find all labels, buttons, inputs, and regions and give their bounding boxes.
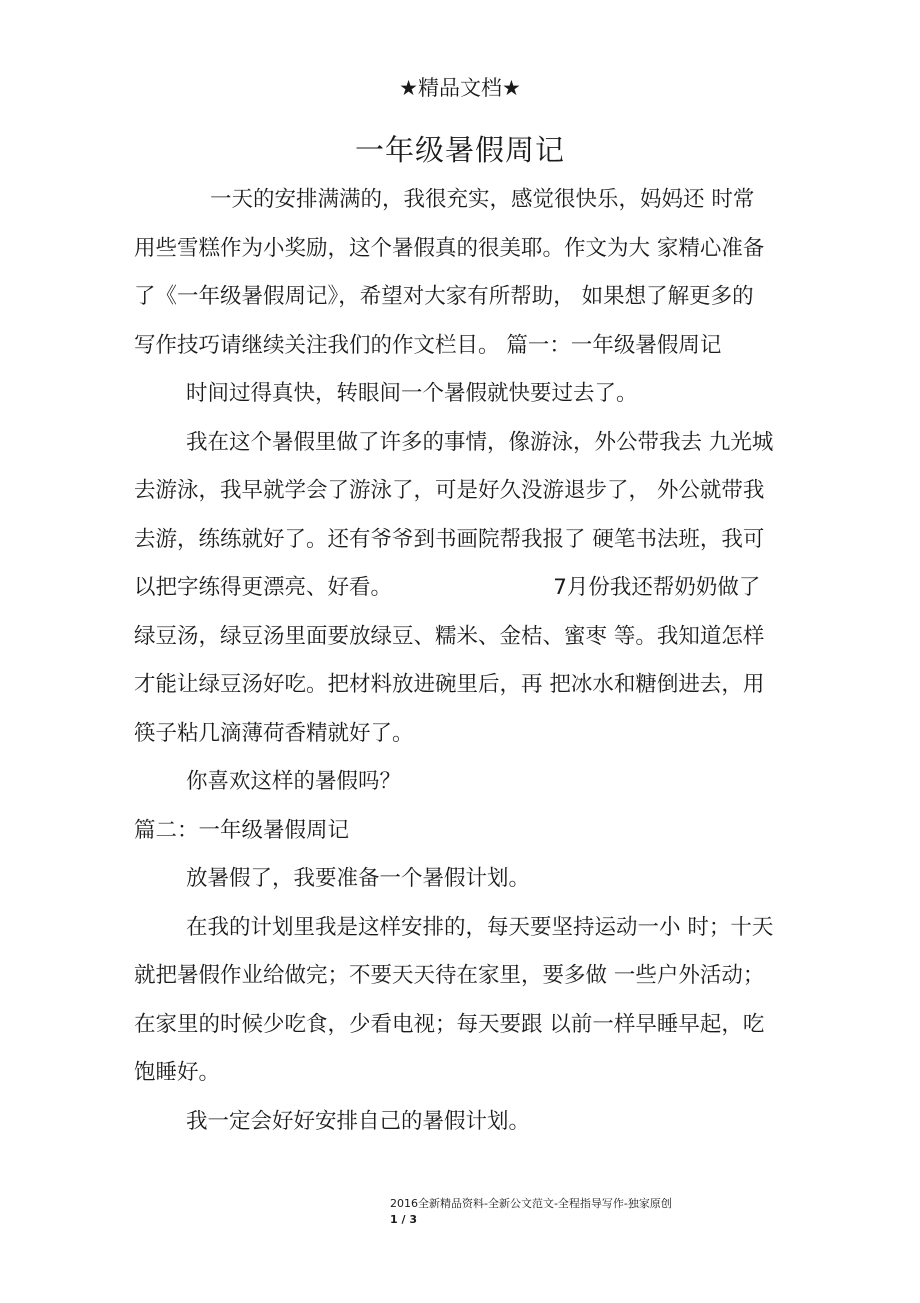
page-number: 1 / 3 xyxy=(390,1213,417,1226)
page-title: 一年级暑假周记 xyxy=(354,133,565,167)
paragraph: 放暑假了，我要准备一个暑假计划。 xyxy=(186,866,531,891)
section-heading: 篇二：一年级暑假周记 xyxy=(134,817,350,843)
paragraph: 在我的计划里我是这样安排的，每天要坚持运动一小 时；十天就把暑假作业给做完；不要天天待在家里，要多做 一些户外活动；在家里的时候少吃食，少看电视；每天要跟 以前一样早睡早起，吃饱睡好。 xyxy=(134,914,774,1085)
paragraph: 我在这个暑假里做了许多的事情，像游泳，外公带我去 九光城去游泳，我早就学会了游泳了，可是好久没游退步了， 外公就带我去游，练练就好了。还有爷爷到书画院帮我报了 硬笔书法班，我可以把字练得更漂亮、好看。 7月份我还帮奶奶做了绿豆汤，绿豆汤里面要放绿豆、糯米、金桔、蜜枣 等。我知道怎样才能让绿豆汤好吃。把材料放进碗里后，再 把冰水和糖倒进去，用筷子粘几滴薄荷香精就好了。 xyxy=(134,429,774,746)
page-banner: ★精品文档★ xyxy=(399,76,521,100)
paragraph: 我一定会好好安排自己的暑假计划。 xyxy=(186,1108,531,1134)
footer-note: 2016全新精品资料-全新公文范文-全程指导写作-独家原创 xyxy=(390,1197,672,1210)
document-body xyxy=(134,176,774,1146)
paragraph: 时间过得真快，转眼间一个暑假就快要过去了。 xyxy=(186,381,638,406)
paragraph: 你喜欢这样的暑假吗？ xyxy=(186,769,402,794)
paragraph-intro: 一天的安排满满的，我很充实，感觉很快乐，妈妈还 时常用些雪糕作为小奖励，这个暑假真的很美耶。作文为大 家精心准备了《一年级暑假周记》，希望对大家有所帮助， 如果想了解更多的写作技巧请继续关注我们的作文栏目。 篇一：一年级暑假周记 xyxy=(134,187,765,358)
